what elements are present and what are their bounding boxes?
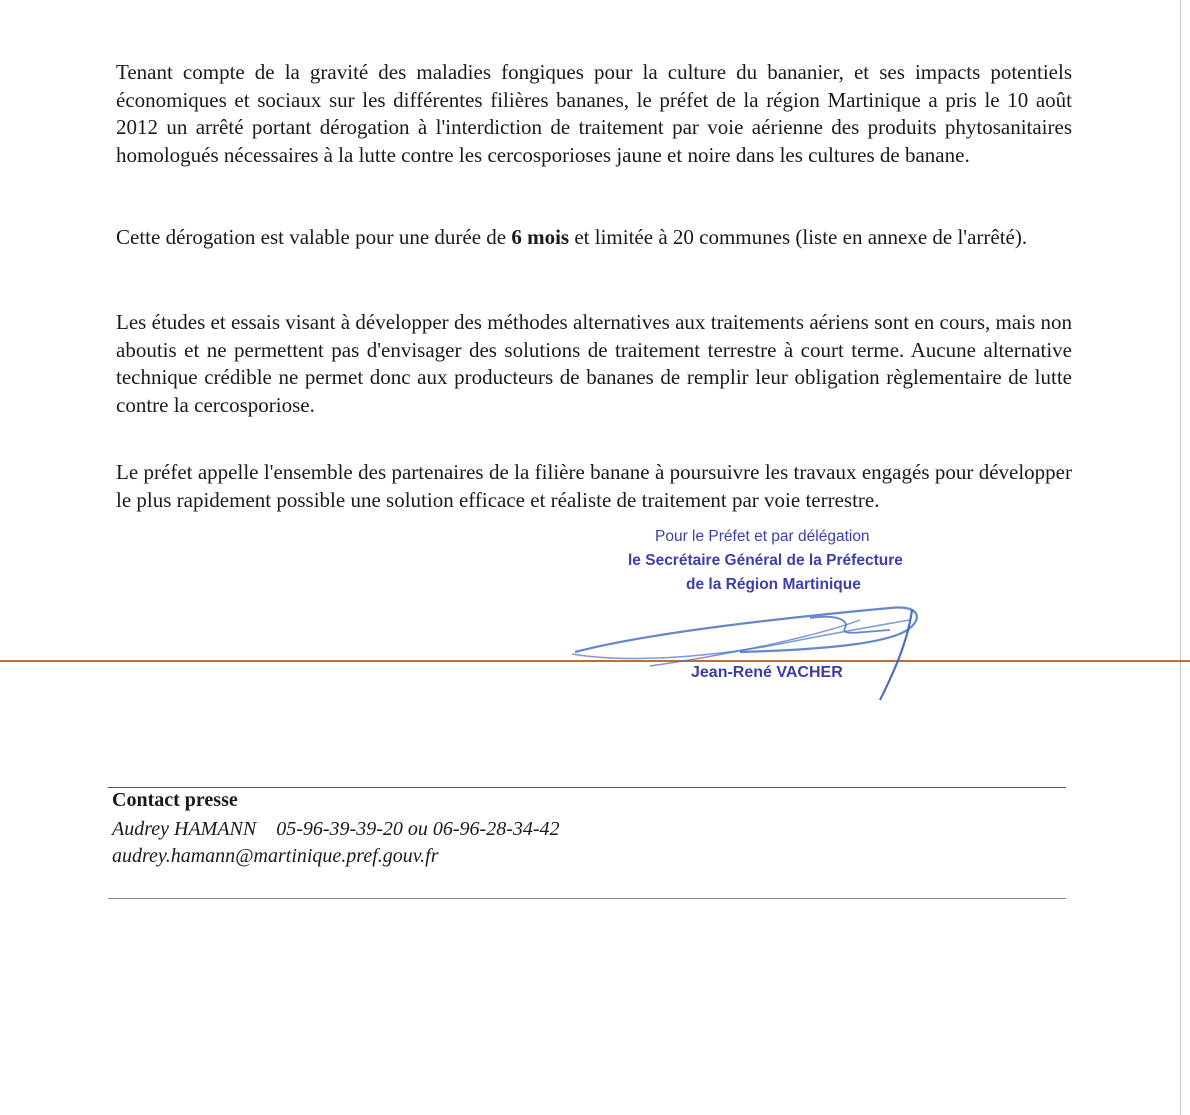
stamp-line-secretary: le Secrétaire Général de la Préfecture (628, 552, 903, 569)
handwritten-signature-icon (560, 590, 940, 710)
signer-name: Jean-René VACHER (691, 664, 843, 681)
duration-text-after: et limitée à 20 communes (liste en annexe de l'arrêté). (569, 225, 1028, 249)
paragraph-alternative-studies: Les études et essais visant à développer des méthodes alternatives aux traitements aériens sont en cours, mais non aboutis et ne permettent pas d'envisager des solutions de traitement terrestre à court terme. Aucune alternative technique crédible ne permet donc aux producteurs de bananes de remplir leur obligation règlementaire de lutte contre la cercosporiose. (116, 310, 1072, 417)
stamp-line-region: de la Région Martinique (686, 576, 861, 593)
contact-bottom-rule (108, 898, 1066, 899)
paragraph-derogation-duration (116, 224, 1072, 252)
contact-title: Contact presse (112, 789, 238, 811)
duration-text-before: Cette dérogation est valable pour une durée de (116, 225, 512, 249)
stamp-line-delegation: Pour le Préfet et par délégation (655, 528, 870, 545)
contact-top-rule (108, 787, 1066, 788)
paragraph-derogation-context: Tenant compte de la gravité des maladies fongiques pour la culture du bananier, et ses impacts potentiels économiques et sociaux sur les différentes filières bananes, le préfet de la région Martinique a pris le 10 août 2012 un arrêté portant dérogation à l'interdiction de traitement par voie aérienne des produits phytosanitaires homologués nécessaires à la lutte contre les cercosporioses jaune et noire dans les cultures de banane. (116, 60, 1072, 167)
contact-email: audrey.hamann@martinique.pref.gouv.fr (112, 845, 439, 867)
contact-name-phone: Audrey HAMANN 05-96-39-39-20 ou 06-96-28-34-42 (112, 818, 560, 840)
page-edge (1180, 0, 1181, 1115)
paragraph-prefect-appeal: Le préfet appelle l'ensemble des partenaires de la filière banane à poursuivre les travaux engagés pour développer le plus rapidement possible une solution efficace et réaliste de traitement par voie terrestre. (116, 460, 1072, 512)
duration-bold: 6 mois (511, 225, 570, 249)
